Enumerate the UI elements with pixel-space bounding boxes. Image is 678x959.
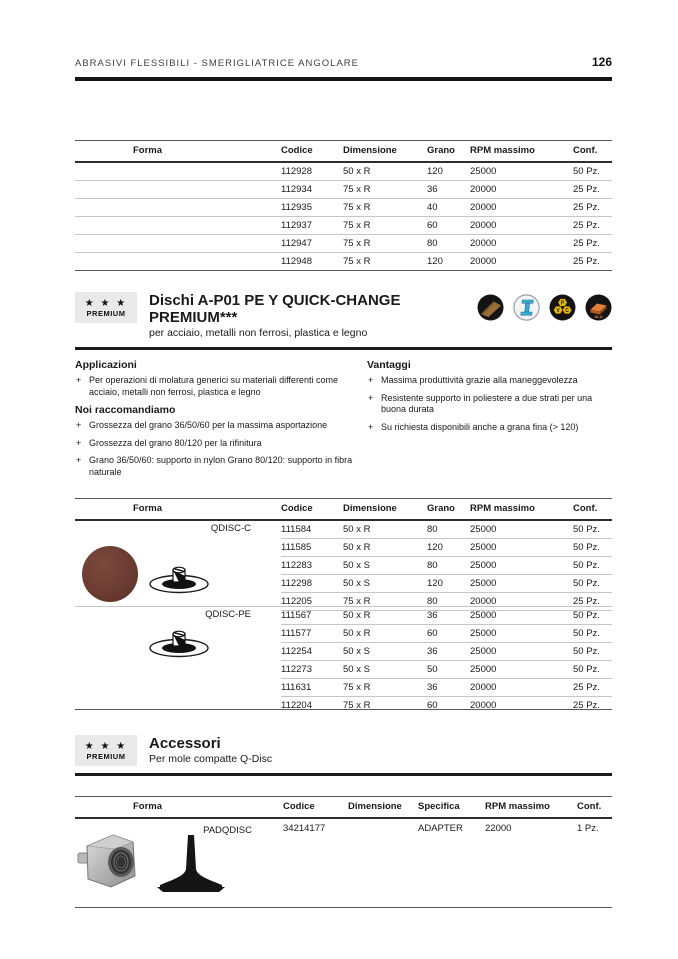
- wood-icon: [477, 294, 504, 321]
- svg-text:ALU: ALU: [594, 314, 603, 319]
- column-header: Codice: [281, 503, 313, 514]
- table-row: [75, 163, 612, 181]
- table-cell: [75, 253, 281, 270]
- bullet-item: + Grossezza del grano 36/50/60 per la massima asportazione: [75, 420, 353, 432]
- table-cell: 80: [427, 560, 438, 571]
- table-row: [75, 819, 612, 907]
- applications-title: Applicazioni: [75, 359, 137, 371]
- table-cell: 20000: [470, 202, 497, 213]
- table-cell: 25000: [470, 578, 497, 589]
- table-cell: 50: [427, 664, 438, 675]
- section-subtitle: per acciaio, metalli non ferrosi, plastica e legno: [149, 327, 368, 339]
- table-group-qdisc-pe: [75, 606, 612, 709]
- bullet-item: + Per operazioni di molatura generici su materiali differenti come acciaio, metalli non ferrosi, plastica e legno: [75, 375, 353, 398]
- accessories-table: [75, 796, 612, 908]
- table-cell: 120: [427, 542, 443, 553]
- table-cell: 25000: [470, 524, 497, 535]
- table-cell: 25 Pz.: [573, 202, 600, 213]
- table-cell: 75 x R: [343, 220, 371, 231]
- table-cell: 50 Pz.: [573, 542, 600, 553]
- table-cell: 80: [427, 596, 438, 607]
- column-header: RPM massimo: [485, 801, 550, 812]
- table-group-qdisc-c: [75, 521, 612, 606]
- table-cell: 80: [427, 238, 438, 249]
- table-cell: 50 Pz.: [573, 610, 600, 621]
- table-cell: 75 x R: [343, 700, 371, 711]
- bullet-item: + Massima produttività grazie alla maneggevolezza: [367, 375, 612, 387]
- section-accessori-header: [75, 735, 612, 766]
- table-cell: 50 Pz.: [573, 560, 600, 571]
- table-row: [281, 575, 612, 593]
- table-cell: 112283: [281, 560, 312, 571]
- table-cell: 25000: [470, 542, 497, 553]
- bullet-item: + Su richiesta disponibili anche a grana fina (> 120): [367, 422, 612, 434]
- table-row: [281, 557, 612, 575]
- table-header-row: [75, 141, 612, 163]
- table-cell: 20000: [470, 256, 497, 267]
- table-cell: 50 Pz.: [573, 646, 600, 657]
- svg-text:C: C: [565, 307, 569, 314]
- table-cell: 120: [427, 256, 443, 267]
- table-cell: 25000: [470, 610, 497, 621]
- quick-change-disc-illustration: [147, 559, 211, 600]
- section-subtitle: Per mole compatte Q-Disc: [149, 753, 273, 765]
- table-header-row: [75, 797, 612, 819]
- table-row: [281, 607, 612, 625]
- table-cell: 112937: [281, 220, 312, 231]
- table-cell: 75 x R: [343, 256, 371, 267]
- column-header: Codice: [283, 801, 315, 812]
- table-row: [281, 697, 612, 714]
- info-right-column: [367, 359, 612, 484]
- table-cell: [348, 819, 418, 907]
- table-cell: 25 Pz.: [573, 596, 600, 607]
- table-cell: 80: [427, 524, 438, 535]
- column-header: Grano: [427, 503, 455, 514]
- table-cell: 36: [427, 610, 438, 621]
- table-cell: 75 x R: [343, 184, 371, 195]
- table-row: [281, 643, 612, 661]
- table-row: [281, 539, 612, 557]
- quick-change-disc-illustration: [147, 623, 211, 664]
- table-row: [281, 679, 612, 697]
- table-cell: [75, 235, 281, 252]
- table-cell: [75, 163, 281, 180]
- section-title: Accessori: [149, 735, 221, 752]
- table-cell: 112204: [281, 700, 312, 711]
- table-cell: 20000: [470, 596, 497, 607]
- alu-icon: [585, 294, 612, 321]
- table-cell: 20000: [470, 220, 497, 231]
- table-cell: 112947: [281, 238, 312, 249]
- table-cell: 50 Pz.: [573, 628, 600, 639]
- table-cell: 36: [427, 646, 438, 657]
- table-cell: 25 Pz.: [573, 700, 600, 711]
- table-cell: 112934: [281, 184, 312, 195]
- steel-icon: [513, 294, 540, 321]
- table-cell: 60: [427, 700, 438, 711]
- material-icons: [477, 292, 612, 321]
- table-row: [75, 217, 612, 235]
- table-row: [75, 235, 612, 253]
- table-cell: 25 Pz.: [573, 256, 600, 267]
- premium-badge: [75, 292, 137, 323]
- table-cell: 20000: [470, 238, 497, 249]
- table-cell: 50 Pz.: [573, 166, 600, 177]
- table-cell: 20000: [470, 184, 497, 195]
- table-body: [75, 163, 612, 270]
- info-left-column: [75, 359, 353, 484]
- table-row: [281, 661, 612, 679]
- table-body: [281, 607, 612, 709]
- table-cell: 50 Pz.: [573, 524, 600, 535]
- table-cell: 25000: [470, 664, 497, 675]
- table-cell: 50 x R: [343, 542, 371, 553]
- column-header: RPM massimo: [470, 503, 535, 514]
- table-cell: 112298: [281, 578, 312, 589]
- table-cell: 50 Pz.: [573, 578, 600, 589]
- table-cell: 25 Pz.: [573, 682, 600, 693]
- table-cell: 25000: [470, 560, 497, 571]
- table-cell: 50 x S: [343, 560, 370, 571]
- table-row: [281, 625, 612, 643]
- premium-label: PREMIUM: [86, 308, 126, 318]
- column-header: Dimensione: [343, 503, 397, 514]
- product-table-continuation: [75, 140, 612, 271]
- table-cell: 111567: [281, 610, 312, 621]
- table-cell: 25000: [470, 166, 497, 177]
- svg-text:V: V: [556, 307, 560, 314]
- table-cell: 60: [427, 628, 438, 639]
- info-columns: [75, 359, 612, 484]
- table-cell: 20000: [470, 682, 497, 693]
- table-cell: 75 x R: [343, 202, 371, 213]
- table-cell: 40: [427, 202, 438, 213]
- table-cell: 22000: [485, 823, 512, 834]
- pvc-icon: [549, 294, 576, 321]
- column-header: Forma: [133, 801, 163, 812]
- advantages-list: [367, 375, 612, 433]
- table-cell: 111631: [281, 682, 312, 693]
- column-header: Forma: [133, 503, 163, 514]
- table-cell: 25 Pz.: [573, 184, 600, 195]
- recommendations-list: [75, 420, 353, 478]
- column-header: Specifica: [418, 801, 460, 812]
- column-header: Conf.: [573, 145, 598, 156]
- forma-cell: [75, 607, 281, 709]
- page-header: [75, 0, 612, 69]
- table-cell: 120: [427, 166, 443, 177]
- column-header: Dimensione: [348, 801, 402, 812]
- applications-list: [75, 375, 353, 398]
- forma-label: QDISC-PE: [205, 609, 251, 620]
- bullet-item: + Resistente supporto in poliestere a due strati per una buona durata: [367, 393, 612, 416]
- section-title: Dischi A-P01 PE Y QUICK-CHANGE PREMIUM***: [149, 292, 401, 326]
- section-dischi-header: [75, 292, 612, 340]
- table-row: [75, 253, 612, 270]
- table-cell: 60: [427, 220, 438, 231]
- forma-label: QDISC-C: [210, 523, 251, 534]
- table-cell: 36: [427, 184, 438, 195]
- table-cell: 36: [427, 682, 438, 693]
- section-rule: [75, 347, 612, 350]
- advantages-title: Vantaggi: [367, 359, 411, 371]
- premium-label: PREMIUM: [86, 751, 126, 761]
- table-cell: [75, 217, 281, 234]
- table-cell: 1 Pz.: [577, 823, 599, 834]
- table-cell: 50 x R: [343, 628, 371, 639]
- table-cell: 112273: [281, 664, 312, 675]
- table-cell: 50 x R: [343, 610, 371, 621]
- stars-icon: ★ ★ ★: [84, 297, 128, 309]
- table-cell: 111584: [281, 524, 312, 535]
- table-cell: 75 x R: [343, 238, 371, 249]
- table-cell: 25000: [470, 628, 497, 639]
- bullet-item: + Grossezza del grano 80/120 per la rifinitura: [75, 438, 353, 450]
- table-cell: 50 Pz.: [573, 664, 600, 675]
- table-cell: 111585: [281, 542, 312, 553]
- table-cell: 112948: [281, 256, 312, 267]
- column-header: Grano: [427, 145, 455, 156]
- table-cell: 50 x S: [343, 578, 370, 589]
- table-cell: 25000: [470, 646, 497, 657]
- table-cell: 75 x R: [343, 596, 371, 607]
- forma-cell: [75, 521, 281, 606]
- table-cell: 50 x S: [343, 646, 370, 657]
- table-cell: ADAPTER: [418, 823, 463, 834]
- breadcrumb: ABRASIVI FLESSIBILI - SMERIGLIATRICE ANGOLARE: [75, 58, 359, 69]
- column-header: Dimensione: [343, 145, 397, 156]
- product-table-qdisc: [75, 498, 612, 710]
- table-cell: 25 Pz.: [573, 220, 600, 231]
- column-header: Codice: [281, 145, 313, 156]
- section-rule: [75, 773, 612, 776]
- table-cell: 50 x S: [343, 664, 370, 675]
- table-cell: 112928: [281, 166, 312, 177]
- table-cell: 25 Pz.: [573, 238, 600, 249]
- column-header: RPM massimo: [470, 145, 535, 156]
- table-cell: 50 x R: [343, 524, 371, 535]
- table-cell: 112935: [281, 202, 312, 213]
- pad-side-silhouette: [155, 833, 227, 901]
- column-header: Conf.: [573, 503, 598, 514]
- column-header: Forma: [133, 145, 163, 156]
- premium-badge: [75, 735, 137, 766]
- table-cell: [75, 181, 281, 198]
- recommend-title: Noi raccomandiamo: [75, 404, 176, 416]
- header-rule: [75, 77, 612, 81]
- adapter-nut-photo: [77, 829, 139, 897]
- table-cell: 75 x R: [343, 682, 371, 693]
- table-cell: 112254: [281, 646, 312, 657]
- table-body: [281, 521, 612, 606]
- svg-text:P: P: [560, 300, 565, 307]
- page-number: 126: [591, 55, 612, 69]
- table-cell: [75, 199, 281, 216]
- forma-label: PADQDISC: [203, 825, 252, 836]
- table-row: [281, 521, 612, 539]
- table-cell: 50 x R: [343, 166, 371, 177]
- forma-cell: [75, 819, 283, 907]
- table-row: [75, 199, 612, 217]
- table-row: [75, 181, 612, 199]
- bullet-item: + Grano 36/50/60: supporto in nylon Grano 80/120: supporto in fibra naturale: [75, 455, 353, 478]
- table-cell: 111577: [281, 628, 312, 639]
- abrasive-disc-photo: [82, 546, 138, 602]
- table-header-row: [75, 499, 612, 521]
- table-cell: 20000: [470, 700, 497, 711]
- table-cell: 120: [427, 578, 443, 589]
- table-cell: 34214177: [283, 823, 326, 834]
- table-cell: 112205: [281, 596, 312, 607]
- stars-icon: ★ ★ ★: [84, 740, 128, 752]
- column-header: Conf.: [577, 801, 602, 812]
